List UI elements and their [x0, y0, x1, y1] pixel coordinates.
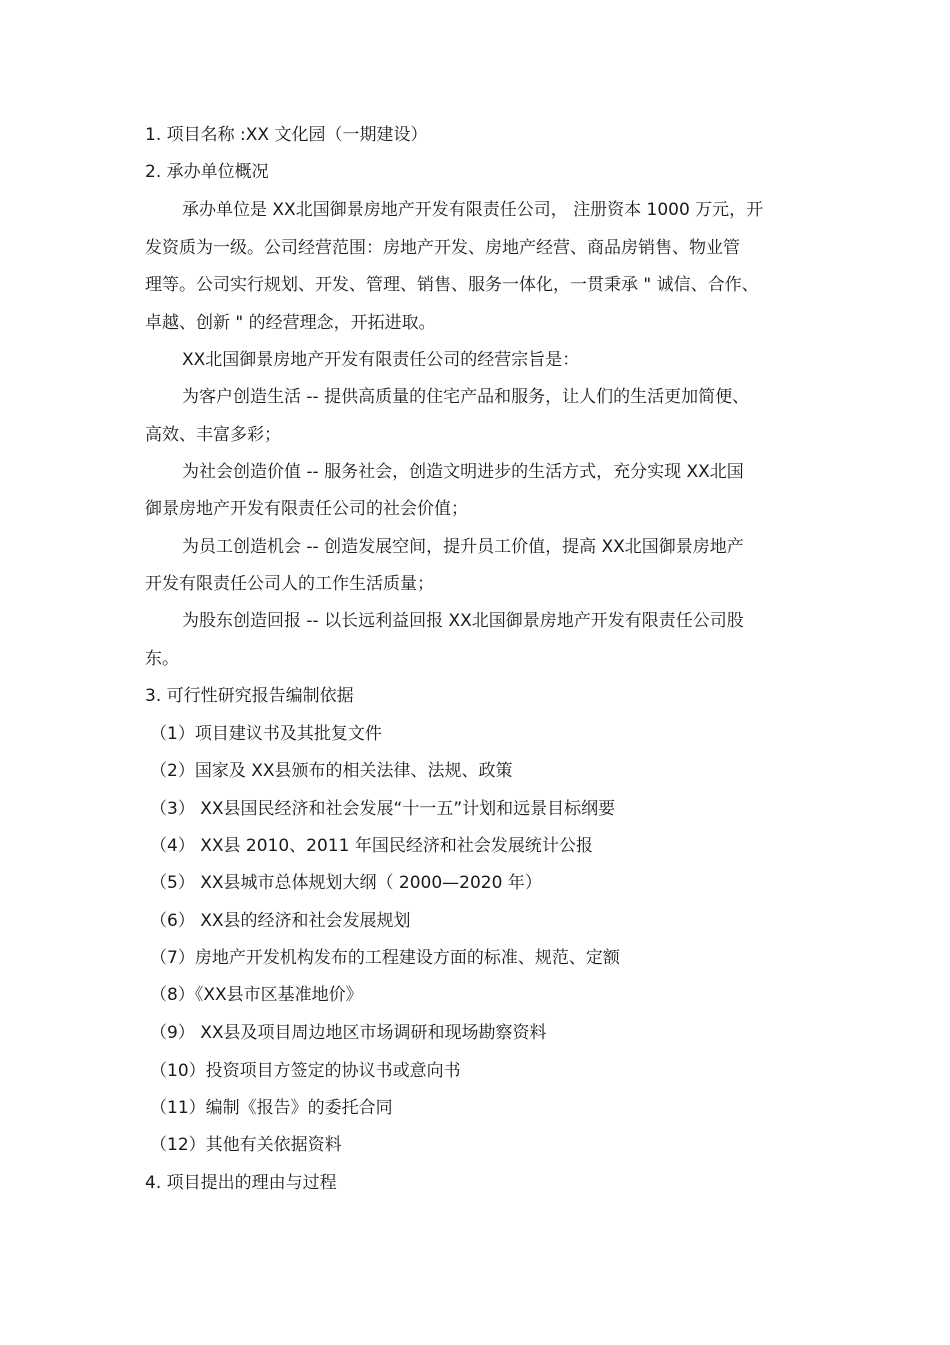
- list-item: （9） XX县及项目周边地区市场调研和现场勘察资料: [150, 1023, 547, 1043]
- list-item: （11）编制《报告》的委托合同: [150, 1098, 393, 1118]
- paragraph-line: 东。: [145, 649, 179, 669]
- list-item: （7）房地产开发机构发布的工程建设方面的标准、规范、定额: [150, 948, 620, 968]
- paragraph-line: 开发有限责任公司人的工作生活质量；: [145, 574, 434, 594]
- list-item: （2）国家及 XX县颁布的相关法律、法规、政策: [150, 761, 513, 781]
- list-item: （8）《XX县市区基准地价》: [150, 985, 363, 1005]
- list-item: （10）投资项目方签定的协议书或意向书: [150, 1061, 461, 1081]
- list-item: （3） XX县国民经济和社会发展“十一五”计划和远景目标纲要: [150, 799, 616, 819]
- paragraph-line: 为社会创造价值 -- 服务社会，创造文明进步的生活方式，充分实现 XX北国: [182, 462, 744, 482]
- paragraph-line: 为股东创造回报 -- 以长远利益回报 XX北国御景房地产开发有限责任公司股: [182, 611, 744, 631]
- paragraph-line: 理等。公司实行规划、开发、管理、销售、服务一体化，一贯秉承 " 诚信、合作、: [145, 275, 759, 295]
- list-item: （5） XX县城市总体规划大纲（ 2000—2020 年）: [150, 873, 542, 893]
- heading-feasibility-basis: 3. 可行性研究报告编制依据: [145, 686, 354, 706]
- paragraph-line: 为客户创造生活 -- 提供高质量的住宅产品和服务，让人们的生活更加简便、: [182, 387, 750, 407]
- heading-project-name: 1. 项目名称 :XX 文化园（一期建设）: [145, 125, 428, 145]
- paragraph-line: 卓越、创新 " 的经营理念，开拓进取。: [145, 313, 436, 333]
- paragraph-line: 为员工创造机会 -- 创造发展空间，提升员工价值，提高 XX北国御景房地产: [182, 537, 744, 557]
- list-item: （6） XX县的经济和社会发展规划: [150, 911, 411, 931]
- paragraph-line: 发资质为一级。公司经营范围：房地产开发、房地产经营、商品房销售、物业管: [145, 238, 740, 258]
- list-item: （1）项目建议书及其批复文件: [150, 724, 382, 744]
- heading-organizer-overview: 2. 承办单位概况: [145, 162, 269, 182]
- paragraph-line: 御景房地产开发有限责任公司的社会价值；: [145, 499, 468, 519]
- paragraph-line: XX北国御景房地产开发有限责任公司的经营宗旨是：: [182, 350, 580, 370]
- paragraph-line: 高效、丰富多彩；: [145, 425, 281, 445]
- list-item: （4） XX县 2010、2011 年国民经济和社会发展统计公报: [150, 836, 593, 856]
- heading-project-reasons: 4. 项目提出的理由与过程: [145, 1173, 337, 1193]
- list-item: （12）其他有关依据资料: [150, 1135, 342, 1155]
- paragraph-line: 承办单位是 XX北国御景房地产开发有限责任公司， 注册资本 1000 万元，开: [182, 200, 764, 220]
